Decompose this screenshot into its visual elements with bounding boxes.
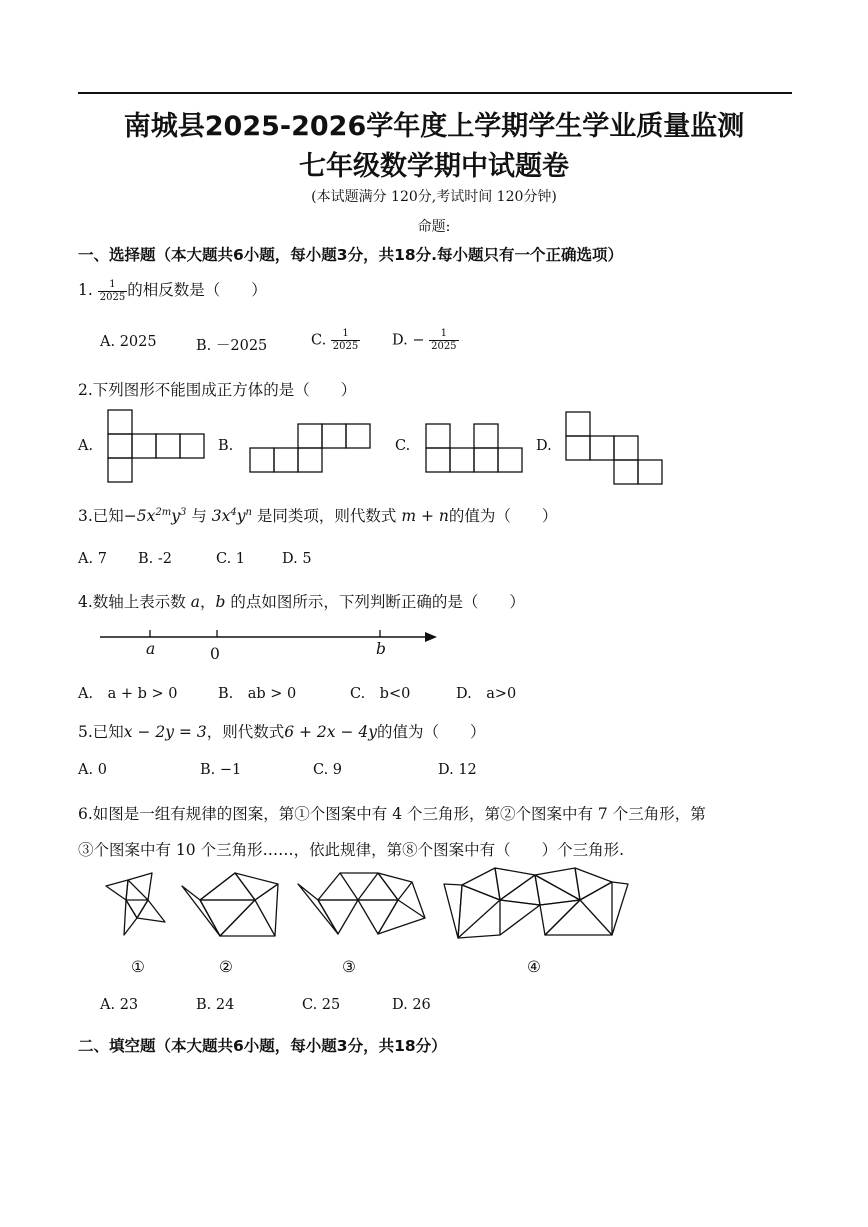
figure-label-4: ④ [527, 958, 541, 976]
question-4: 4.数轴上表示数 a，b 的点如图所示，下列判断正确的是（ ） [78, 593, 525, 611]
question-5: 5.已知x − 2y = 3，则代数式6 + 2x − 4y的值为（ ） [78, 723, 486, 741]
q5-option-a: A. 0 [78, 762, 107, 778]
axis-label-a: a [146, 640, 156, 658]
exam-subtitle: (本试题满分 120分,考试时间 120分钟) [311, 189, 557, 205]
q1-number: 1. [78, 281, 93, 299]
q5-option-d: D. 12 [438, 762, 477, 778]
question-2: 2.下列图形不能围成正方体的是（ ） [78, 381, 357, 399]
q3-option-a: A. 7 [78, 551, 107, 567]
q1-text: 的相反数是（ ） [127, 281, 267, 299]
question-6-line2: ③个图案中有 10 个三角形……，依此规律，第⑧个图案中有（ ）个三角形. [78, 841, 625, 859]
q3-option-d: D. 5 [282, 551, 312, 567]
q5-option-b: B. −1 [200, 762, 242, 778]
q1-option-b: B. －2025 [196, 338, 268, 354]
q6-option-b: B. 24 [196, 997, 235, 1013]
q2-label-d: D. [536, 438, 552, 454]
exam-title-line1: 南城县2025-2026学年度上学期学生学业质量监测 [123, 111, 745, 142]
q4-option-d: D. a>0 [456, 686, 517, 702]
pattern-2 [182, 873, 278, 936]
q3-option-b: B. -2 [138, 551, 172, 567]
q4-option-b: B. ab > 0 [218, 686, 297, 702]
axis-label-zero: 0 [210, 645, 220, 663]
figure-label-3: ③ [342, 958, 356, 976]
q4-option-c: C. b<0 [350, 686, 411, 702]
author-label: 命题: [417, 219, 451, 235]
q1-fraction: $\frac{1}{2025}$ [99, 278, 126, 303]
q2-label-c: C. [395, 438, 411, 454]
q5-option-c: C. 9 [313, 762, 343, 778]
question-3: 3.已知$-5x^{2m}y^3$ 与 $3x^4y^n$ 是同类项，则代数式 m + n的值为（ ） [78, 506, 558, 525]
figure-label-1: ① [131, 958, 145, 976]
pattern-1 [106, 873, 165, 935]
section1-heading: 一、选择题（本大题共6小题，每小题3分，共18分.每小题只有一个正确选项） [78, 246, 624, 264]
q2-label-a: A. [78, 438, 94, 454]
axis-label-b: b [376, 640, 386, 658]
q1-option-d: D. − $\frac{1}{2025}$ [392, 328, 457, 352]
question-6-line1: 6.如图是一组有规律的图案，第①个图案中有 4 个三角形，第②个图案中有 7 个三角形，第 [78, 805, 706, 823]
section2-heading: 二、填空题（本大题共6小题，每小题3分，共18分） [78, 1037, 447, 1055]
q6-option-a: A. 23 [100, 997, 139, 1013]
q1-option-a: A. 2025 [100, 334, 157, 350]
q4-option-a: A. a + b > 0 [78, 686, 178, 702]
q1-option-c: C. $\frac{1}{2025}$ [311, 328, 359, 352]
pattern-3 [298, 873, 425, 934]
q3-option-c: C. 1 [216, 551, 246, 567]
pattern-4 [444, 868, 628, 938]
figure-label-2: ② [219, 958, 233, 976]
q6-option-d: D. 26 [392, 997, 431, 1013]
exam-title-line2: 七年级数学期中试题卷 [299, 151, 569, 182]
q2-label-b: B. [218, 438, 234, 454]
q6-option-c: C. 25 [302, 997, 341, 1013]
